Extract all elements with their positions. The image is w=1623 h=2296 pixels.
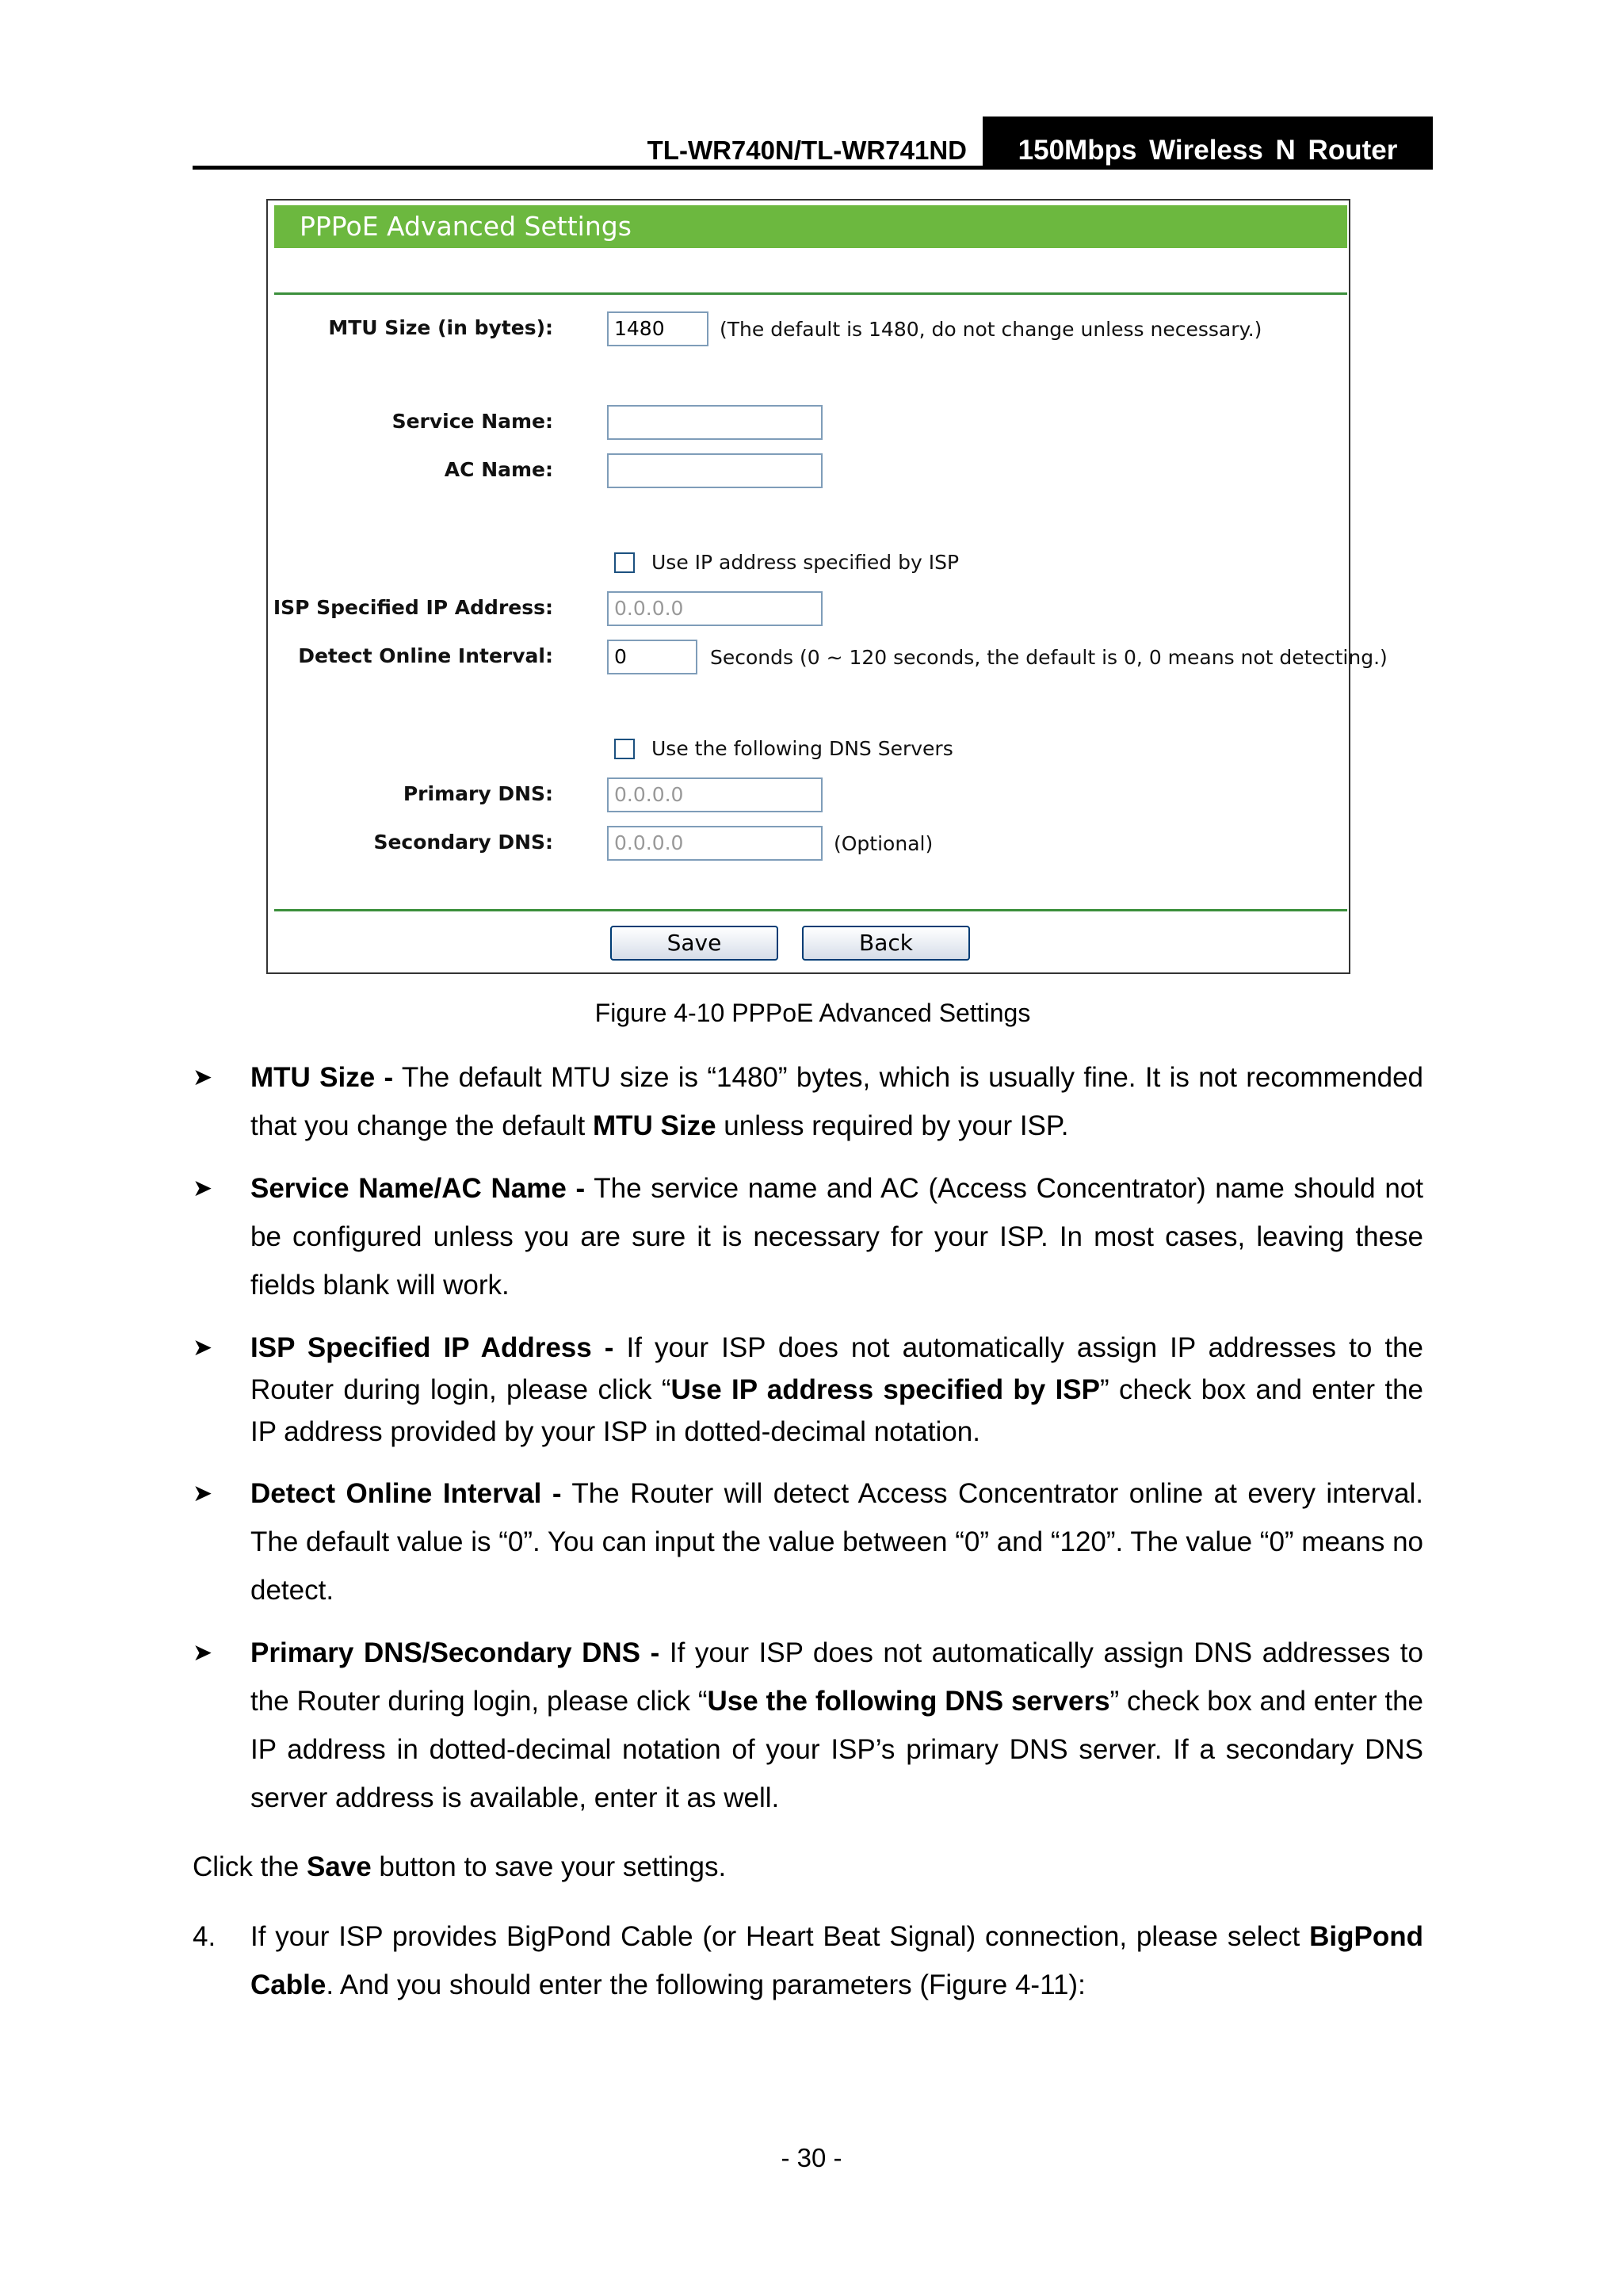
header-product: 150Mbps Wireless N Router [983, 117, 1433, 169]
bullet-term: MTU Size - [250, 1062, 394, 1093]
detect-interval-note: Seconds (0 ~ 120 seconds, the default is 0, 0 means not detecting.) [710, 646, 1388, 669]
bullet-text: The default MTU size is “1480” bytes, which is usually fine. It is not recommended that you change the default [250, 1062, 1424, 1141]
bullet-text: The Router will detect Access Concentrator online at every interval. The default value is “0”. You can input the value between “0” and “120”. The value “0” means no detect. [250, 1478, 1423, 1606]
bullet-dns [250, 1629, 1423, 1822]
bullet-text: If your ISP does not automatically assign DNS addresses to the Router during login, please click “ [250, 1637, 1424, 1717]
bullet-arrow-icon: ➤ [193, 1064, 213, 1091]
service-name-input[interactable] [607, 405, 823, 440]
click-save-text [193, 1843, 726, 1891]
mtu-note: (The default is 1480, do not change unless necessary.) [720, 318, 1262, 341]
bold-run: BigPond Cable [250, 1921, 1423, 2000]
use-dns-label: Use the following DNS Servers [651, 737, 953, 760]
bullet-text: ” check box and enter the IP address provided by your ISP in dotted-decimal notation. [250, 1374, 1423, 1447]
primary-dns-input[interactable]: 0.0.0.0 [607, 777, 823, 812]
bullet-arrow-icon: ➤ [193, 1175, 213, 1201]
bullet-mtu-size [250, 1053, 1423, 1150]
secondary-dns-input[interactable]: 0.0.0.0 [607, 826, 823, 861]
header-model: TL-WR740N/TL-WR741ND [647, 136, 967, 165]
secondary-dns-label: Secondary DNS: [373, 831, 553, 854]
header-rule [193, 166, 1433, 170]
bullet-bold: Use IP address specified by ISP [670, 1374, 1101, 1405]
bullet-arrow-icon: ➤ [193, 1335, 213, 1361]
mtu-input[interactable]: 1480 [607, 311, 708, 346]
bullet-term: Service Name/AC Name - [250, 1173, 586, 1204]
primary-dns-label: Primary DNS: [403, 782, 553, 805]
mtu-label: MTU Size (in bytes): [328, 316, 553, 339]
bottom-divider [274, 909, 1347, 911]
figure-caption: Figure 4-10 PPPoE Advanced Settings [594, 999, 1031, 1027]
panel-title: PPPoE Advanced Settings [274, 205, 1347, 248]
use-isp-ip-checkbox[interactable] [614, 552, 635, 573]
bullet-arrow-icon: ➤ [193, 1480, 213, 1507]
bullet-detect-interval [250, 1469, 1423, 1614]
pppoe-advanced-settings-panel [266, 199, 1388, 974]
isp-ip-input[interactable]: 0.0.0.0 [607, 591, 823, 626]
bullet-term: ISP Specified IP Address - [250, 1332, 614, 1363]
use-dns-checkbox[interactable] [614, 739, 635, 759]
bullet-bold: Use the following DNS servers [707, 1686, 1110, 1717]
bullet-isp-ip [250, 1327, 1423, 1453]
text-run: . And you should enter the following parameters (Figure 4-11): [326, 1969, 1086, 2000]
text-run: If your ISP provides BigPond Cable (or Heart Beat Signal) connection, please select [250, 1921, 1310, 1952]
top-divider [274, 292, 1347, 295]
text-run: Click the [193, 1851, 307, 1882]
bullet-text: If your ISP does not automatically assign IP addresses to the Router during login, please click “ [250, 1332, 1423, 1405]
bullet-term: Primary DNS/Secondary DNS - [250, 1637, 660, 1668]
service-name-label: Service Name: [391, 410, 553, 433]
bullet-text: unless required by your ISP. [716, 1110, 1069, 1141]
bold-run: Save [306, 1851, 372, 1882]
isp-ip-label: ISP Specified IP Address: [273, 596, 553, 619]
bullet-arrow-icon: ➤ [193, 1640, 213, 1666]
detect-interval-input[interactable]: 0 [607, 640, 697, 674]
bullet-term: Detect Online Interval - [250, 1478, 562, 1509]
bullet-bold: MTU Size [593, 1110, 716, 1141]
step-number: 4. [193, 1921, 216, 1952]
use-isp-ip-label: Use IP address specified by ISP [651, 551, 960, 574]
ac-name-label: AC Name: [444, 458, 553, 481]
detect-interval-label: Detect Online Interval: [298, 644, 553, 667]
bullet-service-name [250, 1164, 1423, 1309]
bullet-text: The service name and AC (Access Concentrator) name should not be configured unless you are sure it is necessary for your ISP. In most cases, leaving these fields blank will work. [250, 1173, 1423, 1301]
back-button[interactable]: Back [802, 926, 970, 961]
bullet-text: ” check box and enter the IP address in dotted-decimal notation of your ISP’s primary DNS server. If a secondary DNS server address is available, enter it as well. [250, 1686, 1424, 1813]
text-run: button to save your settings. [371, 1851, 727, 1882]
save-button[interactable]: Save [610, 926, 778, 961]
ac-name-input[interactable] [607, 453, 823, 488]
step-4-text [250, 1912, 1423, 2009]
page-number: - 30 - [781, 2143, 842, 2172]
secondary-dns-note: (Optional) [834, 832, 934, 855]
